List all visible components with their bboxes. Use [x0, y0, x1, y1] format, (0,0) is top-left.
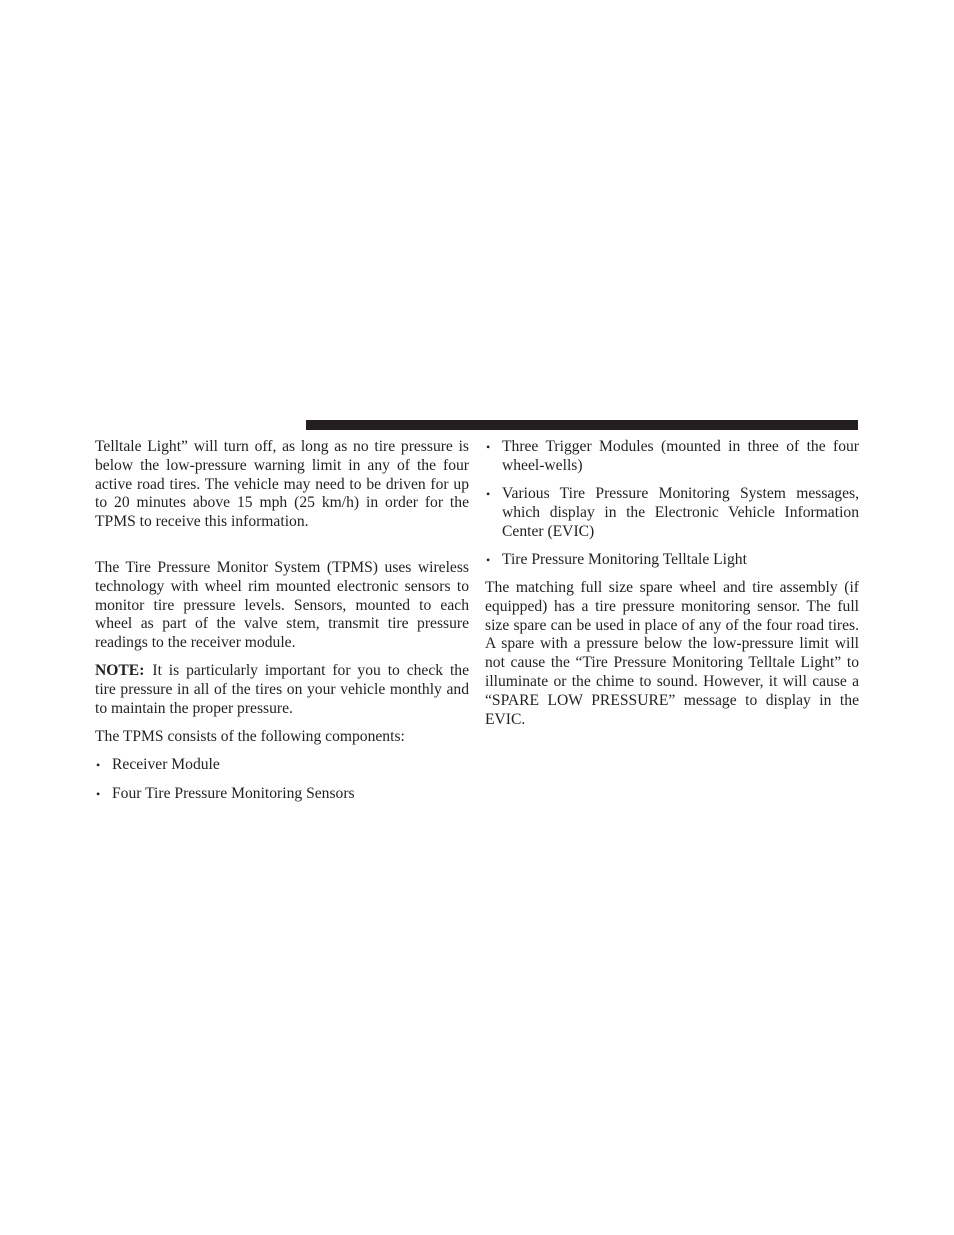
note-text: It is particularly important for you to check the tire pressure in all of the tires on your vehicle monthly and to maintain the proper pressure.: [95, 662, 469, 717]
bullet-icon: •: [486, 486, 491, 501]
list-item-text: Three Trigger Modules (mounted in three of the four wheel-wells): [502, 438, 859, 474]
list-item: [95, 756, 469, 775]
bullet-icon: •: [96, 786, 101, 801]
bullet-icon: •: [486, 552, 491, 567]
header-rule: [306, 420, 858, 430]
list-item-text: Tire Pressure Monitoring Telltale Light: [502, 550, 747, 568]
right-bullet-list: [485, 438, 859, 570]
bullet-icon: •: [96, 758, 101, 773]
note-paragraph: [95, 662, 469, 718]
components-intro: The TPMS consists of the following components:: [95, 728, 405, 746]
right-column: [485, 438, 859, 739]
note-label: NOTE:: [95, 662, 145, 680]
para-continuation: Telltale Light” will turn off, as long as no tire pressure is below the low-pressure warning limit in any of the four active road tires. The vehicle may need to be driven for up to 20 minutes above 15 mph (25 km/h) in order for the TPMS to receive this information.: [95, 438, 469, 531]
list-item-text: Various Tire Pressure Monitoring System messages, which display in the Electronic Vehicle Information Center (EVIC): [502, 484, 859, 540]
left-bullet-list: [95, 756, 469, 803]
list-item: [485, 551, 859, 570]
left-column: [95, 438, 469, 813]
list-item: [485, 438, 859, 476]
list-item-text: Receiver Module: [112, 756, 220, 774]
list-item: [485, 485, 859, 541]
bullet-icon: •: [486, 440, 491, 454]
list-item: [95, 785, 469, 804]
para-spare: The matching full size spare wheel and tire assembly (if equipped) has a tire pressure monitoring sensor. The full size spare can be used in place of any of the four road tires. A spare with a pressure below the low-pressure limit will not cause the “Tire Pressure Monitoring Telltale Light” to illuminate or the chime to sound. However, it will cause a “SPARE LOW PRESSURE” message to display in the EVIC.: [485, 578, 859, 728]
para-tpms-intro: The Tire Pressure Monitor System (TPMS) uses wireless technology with wheel rim mounted electronic sensors to monitor tire pressure levels. Sensors, mounted to each wheel as part of the valve stem, transmit tire pressure readings to the receiver module.: [95, 558, 469, 652]
list-item-text: Four Tire Pressure Monitoring Sensors: [112, 784, 355, 802]
